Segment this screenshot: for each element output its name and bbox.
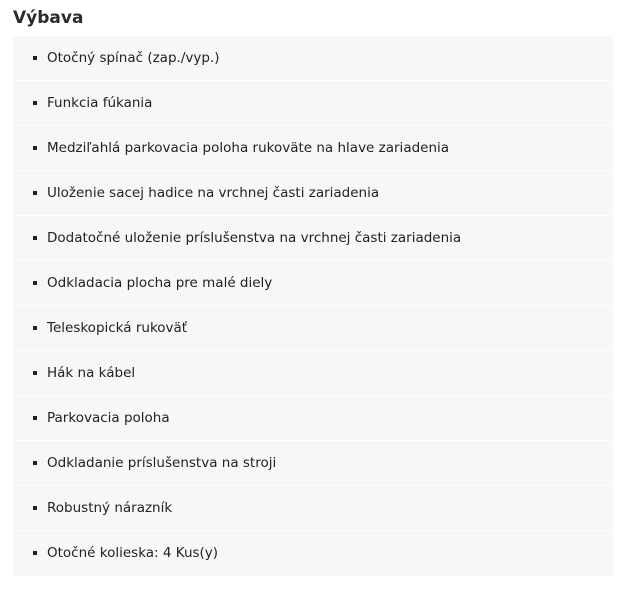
bullet-icon <box>33 281 37 285</box>
list-item <box>13 441 613 486</box>
list-item <box>13 216 613 261</box>
list-item <box>13 261 613 306</box>
bullet-icon <box>33 146 37 150</box>
list-item <box>13 171 613 216</box>
list-item-label: Uloženie sacej hadice na vrchnej časti zariadenia <box>47 185 380 201</box>
list-item-label: Dodatočné uloženie príslušenstva na vrchnej časti zariadenia <box>47 230 462 246</box>
bullet-icon <box>33 506 37 510</box>
list-item-label: Otočný spínač (zap./vyp.) <box>47 50 220 66</box>
list-item <box>13 306 613 351</box>
bullet-icon <box>33 551 37 555</box>
list-item-label: Odkladacia plocha pre malé diely <box>47 275 273 291</box>
list-item <box>13 126 613 171</box>
list-item <box>13 351 613 396</box>
bullet-icon <box>33 236 37 240</box>
list-item-label: Otočné kolieska: 4 Kus(y) <box>47 545 219 561</box>
list-item <box>13 486 613 531</box>
list-item-label: Teleskopická rukoväť <box>47 320 188 336</box>
bullet-icon <box>33 191 37 195</box>
list-item-label: Medziľahlá parkovacia poloha rukoväte na hlave zariadenia <box>47 140 450 156</box>
list-item <box>13 81 613 126</box>
list-item-label: Robustný nárazník <box>47 500 173 516</box>
list-item <box>13 36 613 81</box>
bullet-icon <box>33 461 37 465</box>
list-item <box>13 531 613 576</box>
feature-list <box>13 36 613 576</box>
bullet-icon <box>33 416 37 420</box>
list-item-label: Hák na kábel <box>47 365 136 381</box>
list-item <box>13 396 613 441</box>
bullet-icon <box>33 326 37 330</box>
section-title: Výbava <box>13 8 84 28</box>
list-item-label: Funkcia fúkania <box>47 95 153 111</box>
list-item-label: Odkladanie príslušenstva na stroji <box>47 455 277 471</box>
list-item-label: Parkovacia poloha <box>47 410 170 426</box>
bullet-icon <box>33 56 37 60</box>
bullet-icon <box>33 371 37 375</box>
bullet-icon <box>33 101 37 105</box>
